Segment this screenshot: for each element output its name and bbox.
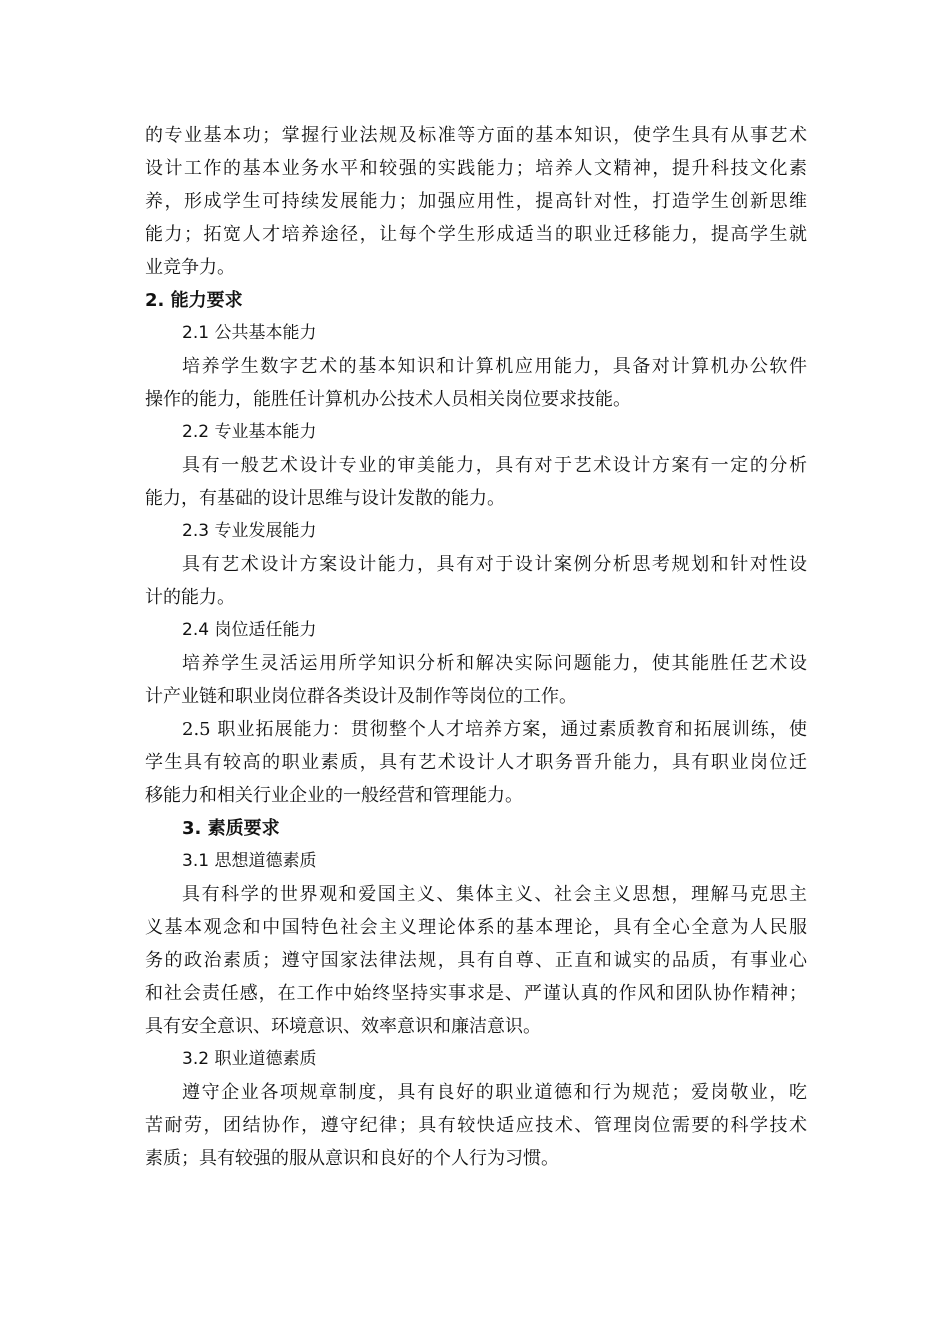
paragraph-line: 培养学生灵活运用所学知识分析和解决实际问题能力，使其能胜任艺术设: [182, 653, 807, 674]
paragraph-line: 设计工作的基本业务水平和较强的实践能力；培养人文精神，提升科技文化素: [145, 158, 807, 179]
paragraph-line: 移能力和相关行业企业的一般经营和管理能力。: [145, 785, 523, 806]
paragraph-2-2: [145, 449, 807, 515]
paragraph-line: 和社会责任感，在工作中始终坚持实事求是、严谨认真的作风和团队协作精神；: [145, 983, 807, 1004]
section-heading-quality: 3. 素质要求: [182, 818, 280, 839]
subsection-title-3-2: 3.2 职业道德素质: [182, 1049, 317, 1069]
section-heading-ability: 2. 能力要求: [145, 290, 243, 311]
paragraph-line: 业竞争力。: [145, 257, 235, 278]
paragraph-line: 具有安全意识、环境意识、效率意识和廉洁意识。: [145, 1016, 541, 1037]
subsection-title-2-4: 2.4 岗位适任能力: [182, 620, 317, 640]
paragraph-line: 能力，有基础的设计思维与设计发散的能力。: [145, 488, 505, 509]
paragraph-2-5: [145, 713, 807, 812]
paragraph-2-4: [145, 647, 807, 713]
paragraph-line: 具有一般艺术设计专业的审美能力，具有对于艺术设计方案有一定的分析: [182, 455, 807, 476]
paragraph-line: 义基本观念和中国特色社会主义理论体系的基本理论，具有全心全意为人民服: [145, 917, 807, 938]
paragraph-line: 务的政治素质；遵守国家法律法规，具有自尊、正直和诚实的品质，有事业心: [145, 950, 807, 971]
paragraph-line: 计产业链和职业岗位群各类设计及制作等岗位的工作。: [145, 686, 577, 707]
paragraph-line: 学生具有较高的职业素质，具有艺术设计人才职务晋升能力，具有职业岗位迁: [145, 752, 807, 773]
document-body: [145, 119, 807, 1175]
subsection-title-3-1: 3.1 思想道德素质: [182, 851, 317, 871]
paragraph-3-1: [145, 878, 807, 1043]
paragraph-2-1: [145, 350, 807, 416]
paragraph-line: 苦耐劳，团结协作，遵守纪律；具有较快适应技术、管理岗位需要的科学技术: [145, 1115, 807, 1136]
subsection-title-2-2: 2.2 专业基本能力: [182, 422, 317, 442]
paragraph-line: 具有艺术设计方案设计能力，具有对于设计案例分析思考规划和针对性设: [182, 554, 807, 575]
paragraph-line: 养，形成学生可持续发展能力；加强应用性，提高针对性，打造学生创新思维: [145, 191, 807, 212]
paragraph-line: 培养学生数字艺术的基本知识和计算机应用能力，具备对计算机办公软件: [182, 356, 807, 377]
paragraph-line: 计的能力。: [145, 587, 235, 608]
paragraph-line: 遵守企业各项规章制度，具有良好的职业道德和行为规范；爱岗敬业，吃: [182, 1082, 807, 1103]
paragraph-line: 操作的能力，能胜任计算机办公技术人员相关岗位要求技能。: [145, 389, 631, 410]
subsection-title-2-1: 2.1 公共基本能力: [182, 323, 317, 343]
subsection-title-2-3: 2.3 专业发展能力: [182, 521, 317, 541]
paragraph-3-2: [145, 1076, 807, 1175]
paragraph-line: 素质；具有较强的服从意识和良好的个人行为习惯。: [145, 1148, 559, 1169]
paragraph-2-3: [145, 548, 807, 614]
intro-paragraph: [145, 119, 807, 284]
paragraph-line: 具有科学的世界观和爱国主义、集体主义、社会主义思想，理解马克思主: [182, 884, 807, 905]
paragraph-line: 能力；拓宽人才培养途径，让每个学生形成适当的职业迁移能力，提高学生就: [145, 224, 807, 245]
paragraph-line: 2.5 职业拓展能力：贯彻整个人才培养方案，通过素质教育和拓展训练，使: [182, 719, 807, 740]
paragraph-line: 的专业基本功；掌握行业法规及标准等方面的基本知识，使学生具有从事艺术: [145, 125, 807, 146]
